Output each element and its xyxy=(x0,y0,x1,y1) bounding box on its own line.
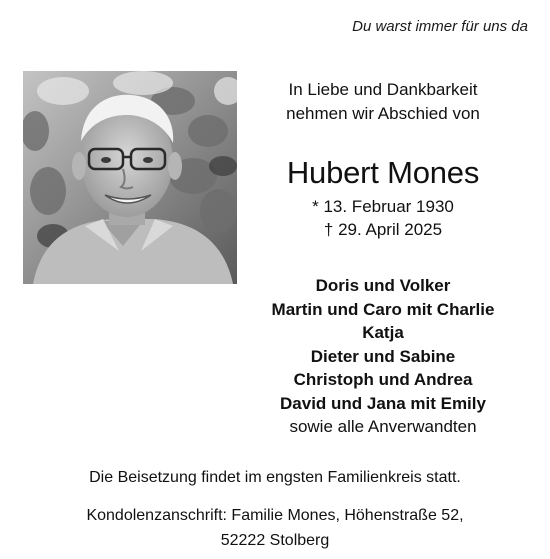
address-line-2: 52222 Stolberg xyxy=(220,532,330,549)
mourners-footer: sowie alle Anverwandten xyxy=(289,417,477,436)
intro-text xyxy=(252,78,514,126)
burial-notice: Die Beisetzung findet im engsten Familienkreis statt. xyxy=(89,469,461,486)
birth-date: * 13. Februar 1930 xyxy=(312,197,454,216)
intro-line-2: nehmen wir Abschied von xyxy=(286,104,480,123)
address-line-1: Kondolenzanschrift: Familie Mones, Höhenstraße 52, xyxy=(86,507,464,524)
mourner-name-1: Doris und Volker xyxy=(315,276,451,295)
intro-line-1: In Liebe und Dankbarkeit xyxy=(288,80,478,99)
portrait-photo xyxy=(23,71,237,284)
death-date: † 29. April 2025 xyxy=(323,220,443,239)
mourner-name-2: Martin und Caro mit Charlie xyxy=(271,299,495,319)
condolence-address xyxy=(0,503,550,553)
mourner-name-5: Christoph und Andrea xyxy=(293,370,473,389)
life-dates xyxy=(252,195,514,241)
deceased-name: Hubert Mones xyxy=(286,155,480,190)
motto-text: Du warst immer für uns da xyxy=(352,18,528,35)
portrait-photo-icon xyxy=(23,71,237,284)
family-members xyxy=(248,274,518,439)
mourner-name-4: Dieter und Sabine xyxy=(310,346,456,366)
mourner-name-3: Katja xyxy=(362,323,404,342)
mourner-name-6: David und Jana mit Emily xyxy=(280,393,486,413)
